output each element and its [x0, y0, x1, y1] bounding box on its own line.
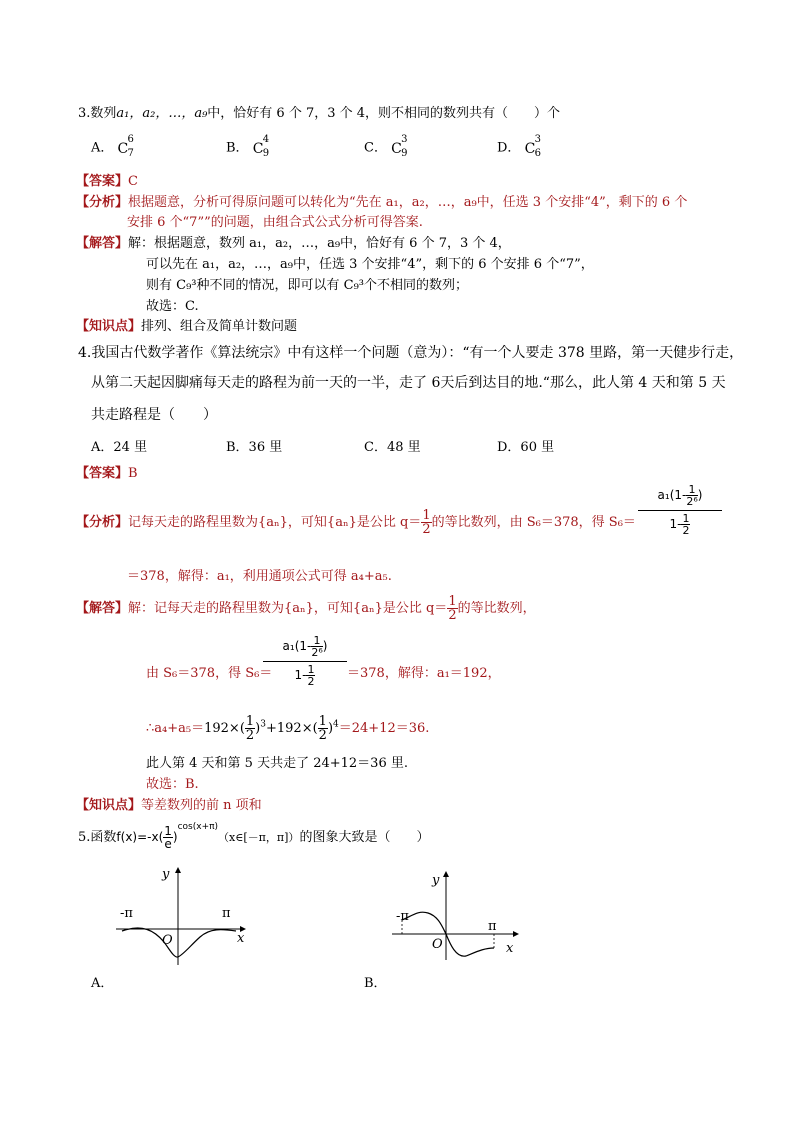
q4-analysis-line2: ＝378，解得：a₁，利用通项公式可得 a₄+a₅.	[127, 569, 392, 584]
answer-tag: 【答案】	[76, 466, 129, 481]
solution-tag: 【解答】	[76, 601, 129, 616]
function-exponent: cos(x+π)	[177, 822, 219, 832]
fraction-numerator: a₁(1- $\frac{1}{\text{2⁶}}$ )	[638, 484, 722, 511]
q4-solution-total: 此人第 4 天和第 5 天共走了 24+12＝36 里.	[146, 756, 408, 771]
solution-tag: 【解答】	[76, 236, 129, 251]
function-lhs: f(x)=-x(	[116, 830, 164, 844]
solution-text: 解：根据题意，数列 a₁，a₂，…，a₉中，恰好有 6 个 7，3 个 4，	[128, 236, 511, 251]
q4-stem-line3: 共走路程是（ ）	[91, 407, 217, 423]
q4-option-d[interactable]: D．60 里	[497, 440, 555, 455]
q5-stem-prefix: 5.函数	[78, 830, 117, 845]
q3-solution	[76, 232, 511, 251]
function-fraction: $\frac{1}{e}$	[164, 824, 172, 851]
q4-knowledge	[76, 794, 262, 813]
q4-option-c[interactable]: C．48 里	[364, 440, 421, 455]
analysis-text-mid: 的等比数列，由 S₆＝378，得 S₆＝	[431, 515, 636, 530]
q3-analysis-line2: 安排 6 个“7””的问题，由组合式公式分析可得答案.	[127, 215, 423, 230]
label-origin: O	[162, 933, 173, 948]
q3-option-b[interactable]	[226, 136, 275, 160]
knowledge-text: 等差数列的前 n 项和	[141, 798, 262, 813]
q3-solution-line4: 故选：C.	[146, 299, 199, 314]
q3-stem-vars: a₁，a₂，…，a₉	[116, 106, 208, 121]
label-origin: O	[432, 937, 443, 952]
q3-answer	[76, 170, 138, 189]
graph-b-label: B．	[364, 976, 387, 991]
q4-stem-line2: 从第二天起因脚痛每天走的路程为前一天的一半，走了 6天后到达目的地.“那么，此人第 4 天和第 5 天	[91, 375, 726, 391]
q4-stem-line1: 4.我国古代数学著作《算法统宗》中有这样一个问题（意为）：“有一个人要走 378 里路，第一天健步行走，	[78, 345, 744, 361]
option-label: A．	[91, 140, 114, 156]
q3-stem-suffix: 中，恰好有 6 个 7，3 个 4，则不相同的数列共有（ ）个	[207, 106, 561, 121]
fraction-half: $\frac{1}{2}$	[448, 594, 457, 623]
option-label: B．	[226, 140, 249, 156]
graph-a[interactable]	[112, 862, 252, 966]
q4-answer	[76, 462, 138, 481]
q4-analysis-fraction	[638, 484, 722, 536]
q3-option-d[interactable]	[497, 136, 547, 160]
answer-tag: 【答案】	[76, 174, 129, 189]
q5-stem: 5.函数f(x)=-x( $\frac{1}{e}$ )$^{cos(x+\pi)}$（x∈[－π，π]）的图象大致是（ ）	[78, 822, 430, 851]
label-y: y	[432, 873, 440, 888]
q4-solution	[76, 595, 536, 622]
combination-symbol: C 4 9	[252, 134, 270, 159]
combination-symbol: C 3 9	[391, 134, 408, 159]
analysis-tag: 【分析】	[76, 515, 129, 530]
q4-solution-s6-pre: 由 S₆＝378，得 S₆＝	[146, 666, 273, 681]
label-x: x	[237, 931, 245, 946]
label-neg-pi: -π	[120, 906, 133, 921]
q5-stem-suffix: 的图象大致是（ ）	[299, 830, 430, 845]
q3-option-c[interactable]	[364, 136, 413, 160]
solution-text: 解：记每天走的路程里数为{aₙ}，可知{aₙ}是公比 q＝	[128, 601, 448, 616]
answer-value: B	[128, 466, 138, 481]
q3-solution-line3: 则有 C₉³种不同的情况，即可以有 C₉³个不相同的数列；	[146, 278, 469, 293]
label-y: y	[162, 867, 170, 882]
analysis-tag: 【分析】	[76, 195, 129, 210]
q3-stem	[78, 102, 560, 121]
knowledge-text: 排列、组合及简单计数问题	[141, 319, 298, 334]
combination-symbol: C 3 6	[524, 134, 541, 159]
function-domain: （x∈[－π，π]）	[218, 831, 300, 844]
q4-solution-s6-post: ＝378，解得：a₁＝192，	[347, 666, 501, 681]
fraction-denominator: 1- $\frac{1}{2}$	[294, 663, 315, 688]
answer-value: C	[128, 174, 138, 189]
knowledge-tag: 【知识点】	[76, 798, 142, 813]
q4-option-a[interactable]: A．24 里	[91, 440, 148, 455]
label-neg-pi: -π	[396, 909, 409, 924]
option-label: D．	[497, 140, 521, 156]
q3-option-a[interactable]	[91, 136, 140, 160]
q3-solution-line2: 可以先在 a₁，a₂，…，a₉中，任选 3 个安排“4”，剩下的 6 个安排 6 个“7”，	[146, 257, 594, 272]
fraction-half: $\frac{1}{2}$	[422, 508, 431, 537]
solution-text-post: 的等比数列，	[457, 601, 536, 616]
fraction-numerator: a₁(1- $\frac{1}{\text{2⁶}}$ )	[263, 635, 347, 662]
combination-symbol: C 6 7	[117, 134, 134, 159]
curve-a	[122, 928, 236, 957]
q4-option-b[interactable]: B．36 里	[226, 440, 283, 455]
q3-analysis	[76, 191, 687, 210]
label-pi: π	[222, 906, 231, 921]
q4-solution-calc: ∴a₄+a₅＝192×( $\frac{1}{2}$ )$^3$+192×( $\frac{1}{2}$ )$^4$＝24+12＝36.	[146, 714, 430, 743]
graph-a-label: A．	[91, 976, 114, 991]
option-label: C．	[364, 140, 387, 156]
q4-solution-choose: 故选：B.	[146, 777, 199, 792]
label-pi: π	[488, 919, 497, 934]
knowledge-tag: 【知识点】	[76, 319, 142, 334]
q4-solution-fraction	[263, 635, 347, 687]
q4-analysis	[76, 509, 636, 536]
fraction-denominator: 1- $\frac{1}{2}$	[669, 512, 690, 537]
q3-knowledge	[76, 315, 297, 334]
q3-stem-prefix: 3.数列	[78, 106, 117, 121]
analysis-text: 根据题意，分析可得原问题可以转化为“先在 a₁，a₂，…，a₉中，任选 3 个安排“4”，剩下的 6 个	[128, 195, 688, 210]
label-x: x	[506, 941, 514, 956]
analysis-text: 记每天走的路程里数为{aₙ}，可知{aₙ}是公比 q＝	[128, 515, 422, 530]
graph-b[interactable]	[388, 868, 524, 962]
